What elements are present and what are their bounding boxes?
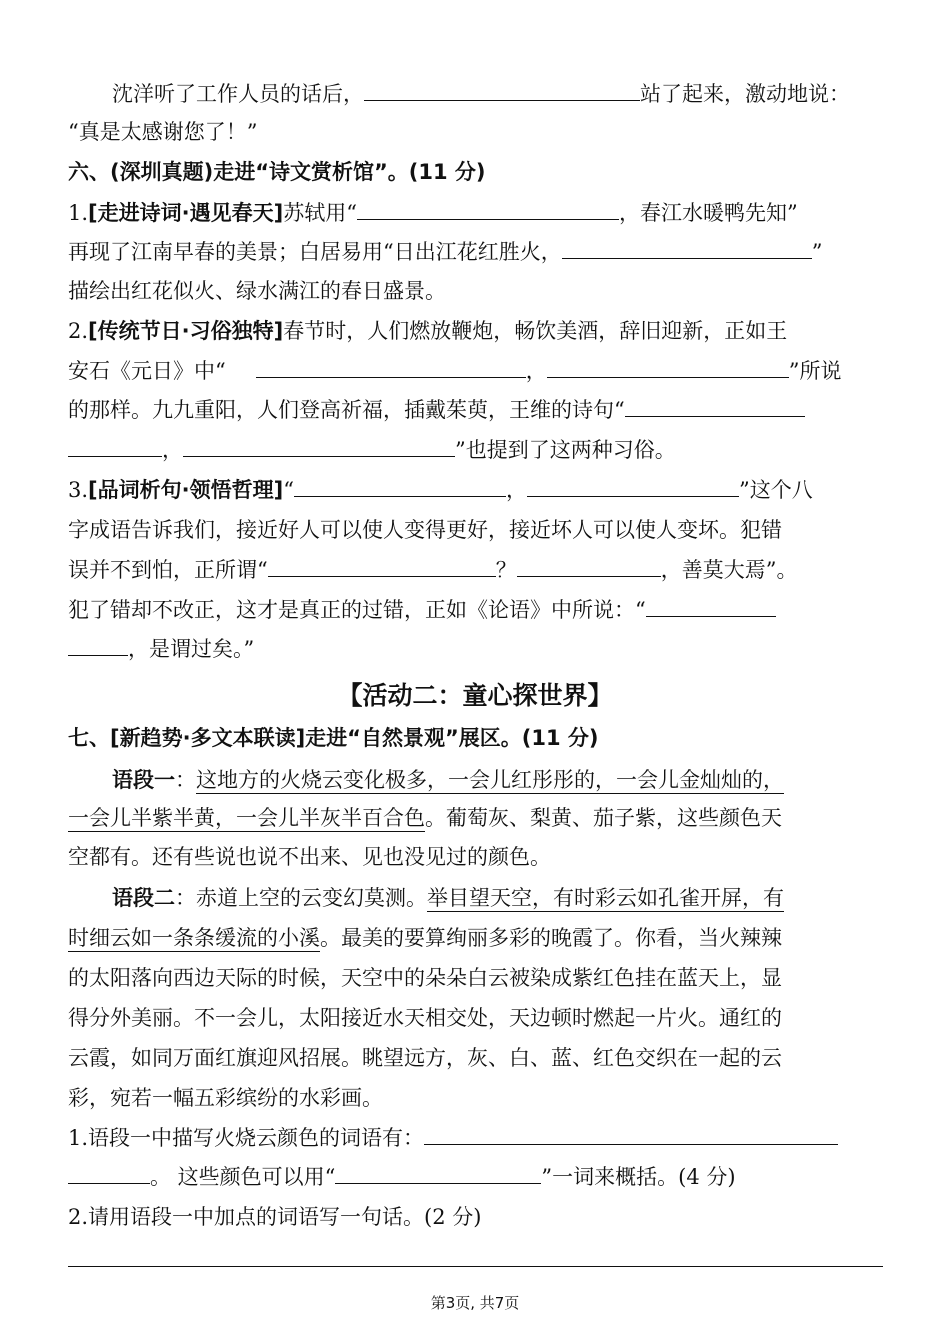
s7-p2-line-3: 的太阳落向西边天际的时候，天空中的朵朵白云被染成紫红色挂在蓝天上，显 [68,966,782,990]
s7-p1-line-1: 语段一：这地方的火烧云变化极多，一会儿红彤彤的，一会儿金灿灿的， [112,768,784,792]
s7-p2-line-1: 语段二：赤道上空的云变幻莫测。举目望天空，有时彩云如孔雀开屏，有 [112,886,784,910]
answer-blank[interactable] [424,1122,838,1145]
answer-blank[interactable] [357,197,619,220]
s6-q1-line-2: 再现了江南早春的美景；白居易用“日出江花红胜火， ” [68,234,883,270]
s7-p1-line-2: 一会儿半紫半黄，一会儿半灰半百合色。葡萄灰、梨黄、茄子紫，这些颜色天 [68,806,782,830]
s6-q2-line-4: ， ”也提到了这两种习俗。 [68,432,883,468]
section-6-title: 六、(深圳真题)走进“诗文赏析馆”。(11 分) [68,160,486,184]
passage-1-label: 语段一 [112,768,175,792]
q1-tag: [走进诗词·遇见春天] [88,201,284,225]
answer-blank[interactable] [547,355,789,378]
s7-p2-line-2: 时细云如一条条缓流的小溪。最美的要算绚丽多彩的晚霞了。你看，当火辣辣 [68,926,782,950]
section-7-title: 七、[新趋势·多文本联读]走进“自然景观”展区。(11 分) [68,726,599,750]
answer-blank[interactable] [625,394,805,417]
s7-p2-line-6: 彩，宛若一幅五彩缤纷的水彩画。 [68,1086,383,1110]
answer-blank[interactable] [68,434,162,457]
intro-line-2: “真是太感谢您了！” [68,120,258,144]
answer-blank[interactable] [527,474,739,497]
s7-q1-line-2: 。 这些颜色可以用“ ”一词来概括。(4 分) [68,1159,883,1195]
s7-p1-line-3: 空都有。还有些说也说不出来、见也没见过的颜色。 [68,845,551,869]
answer-blank[interactable] [183,434,455,457]
underlined-text: 举目望天空，有时彩云如孔雀开屏，有 [427,886,784,910]
s6-q2-line-1: 2.[传统节日·习俗独特]春节时，人们燃放鞭炮，畅饮美酒，辞旧迎新，正如王 [68,319,788,343]
passage-2-label: 语段二 [112,886,175,910]
s6-q2-line-2: 安石《元日》中“ ， ”所说 [68,353,883,389]
answer-blank[interactable] [646,594,776,617]
intro-text: 站了起来，激动地说： [640,82,850,106]
page-footer: 第3页, 共7页 [430,1294,520,1312]
underlined-text: 时细云如一条条缓流的小溪 [68,926,320,950]
intro-line-1 [68,76,883,112]
answer-blank[interactable] [335,1161,541,1184]
answer-blank[interactable] [268,554,496,577]
s6-q3-line-3: 误并不到怕，正所谓“ ？ ，善莫大焉”。 [68,552,883,588]
s6-q3-line-5: ，是谓过矣。” [68,631,883,667]
s6-q1-line-3: 描绘出红花似火、绿水满江的春日盛景。 [68,279,446,303]
q2-tag: [传统节日·习俗独特] [88,319,284,343]
s6-q2-line-3: 的那样。九九重阳，人们登高祈福，插戴茱萸，王维的诗句“ [68,392,883,428]
answer-blank[interactable] [364,78,640,101]
answer-line[interactable] [68,1266,883,1267]
answer-blank[interactable] [294,474,506,497]
s7-q2-line-1: 2.请用语段一中加点的词语写一句话。(2 分) [68,1205,482,1229]
answer-blank[interactable] [517,554,661,577]
s6-q1-line-1: 1.[走进诗词·遇见春天]苏轼用“ ，春江水暖鸭先知” [68,195,883,231]
underlined-text: 这地方的火烧云变化极多，一会儿红彤彤的，一会儿金灿灿的， [196,768,784,792]
s7-p2-line-5: 云霞，如同万面红旗迎风招展。眺望远方，灰、白、蓝、红色交织在一起的云 [68,1046,782,1070]
s6-q3-line-1: 3.[品词析句·领悟哲理]“ ， ”这个八 [68,472,883,508]
answer-blank[interactable] [68,633,128,656]
q3-tag: [品词析句·领悟哲理] [88,478,284,502]
answer-blank[interactable] [256,355,526,378]
s6-q3-line-2: 字成语告诉我们，接近好人可以使人变得更好，接近坏人可以使人变坏。犯错 [68,518,782,542]
answer-blank[interactable] [68,1161,150,1184]
activity-2-title: 【活动二：童心探世界】 [337,681,613,710]
s7-q1-line-1: 1.语段一中描写火烧云颜色的词语有： [68,1120,883,1156]
underlined-text: 一会儿半紫半黄，一会儿半灰半百合色 [68,806,425,830]
answer-blank[interactable] [562,236,812,259]
s6-q3-line-4: 犯了错却不改正，这才是真正的过错，正如《论语》中所说：“ [68,592,883,628]
s7-p2-line-4: 得分外美丽。不一会儿，太阳接近水天相交处，天边顿时燃起一片火。通红的 [68,1006,782,1030]
intro-text: 沈洋听了工作人员的话后， [112,82,364,106]
